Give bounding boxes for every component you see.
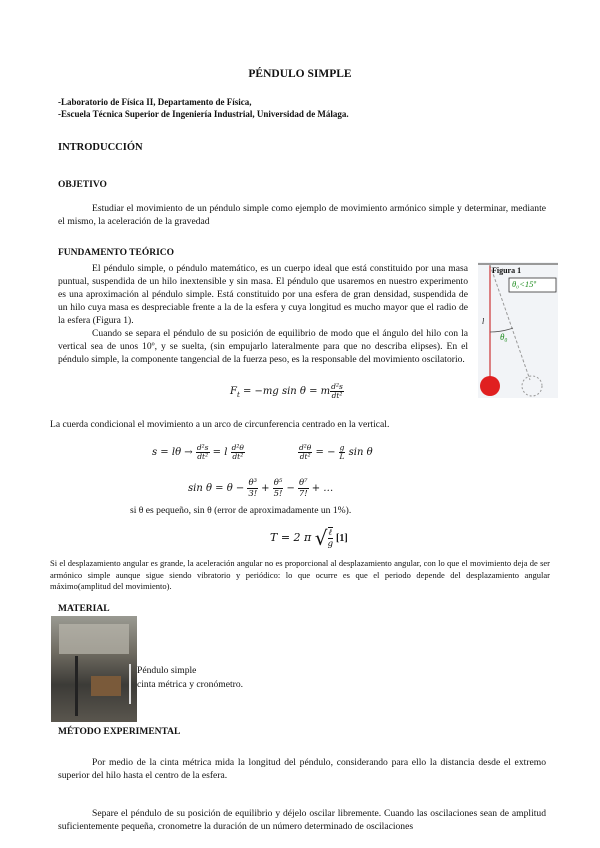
metodo-paragraph-1: Por medio de la cinta métrica mida la longitud del péndulo, considerando para ello la distancia desde el extremo superior del hilo hasta el centro de la esfera. [58, 757, 546, 781]
equation-arc-relation: s = lθ → $\frac{\text{d²s}}{\text{dt²}}$ = l $\frac{\text{d²θ}}{\text{dt²}}$ [152, 443, 244, 461]
equation-taylor-series: sin θ = θ − $\frac{\text{θ³}}{3!}$ + $\frac{\text{θ⁵}}{5!}$ − $\frac{\text{θ⁷}}{7!}$ + … [188, 478, 334, 499]
metodo-paragraph-2: Separe el péndulo de su posición de equilibrio y déjelo oscilar libremente. Cuando las oscilaciones sean de amplitud suficientemente pequeña, cronometre la duración de un número determinado de oscilaciones [58, 808, 546, 832]
affiliation-line-2: -Escuela Técnica Superior de Ingeniería Industrial, Universidad de Málaga. [58, 109, 349, 119]
equation-angular: $\frac{\text{d²θ}}{\text{dt²}}$ = − $\frac{g}{L}$ sin θ [299, 443, 373, 461]
fundamento-paragraph-4: Si el desplazamiento angular es grande, la aceleración angular no es proporcional al desplazamiento angular, con lo que el movimiento deja de ser armónico simple aunque sigue siendo vibratorio y periódico: lo que ocurre es que el periodo depende del desplazamiento angular máximo(amplitud del movimiento). [50, 558, 550, 591]
heading-material: MATERIAL [58, 604, 110, 614]
equation-tangential-force: $F_t = -mg$ sin θ = m $\frac{\text{d²s}}{\text{dt²}}$ [230, 382, 343, 400]
pendulum-ball [480, 376, 500, 396]
objetivo-text: Estudiar el movimiento de un péndulo simple como ejemplo de movimiento armónico simple y determinar, mediante el mismo, la aceleración de la gravedad [58, 203, 546, 227]
material-item-1: Péndulo simple [137, 665, 197, 676]
heading-introduccion: INTRODUCCIÓN [58, 142, 143, 153]
heading-objetivo: OBJETIVO [58, 180, 107, 190]
fundamento-paragraph-2: Cuando se separa el péndulo de su posición de equilibrio de modo que el ángulo del hilo con la vertical sea de unos 10º, y se suelta, (sin empujarlo lateralmente para que no describa elipses). En el péndulo simple, la componente tangencial de la fuerza peso, es la responsable del movimiento oscilatorio. [58, 328, 468, 365]
figure-caption: Figura 1 [492, 266, 522, 275]
lab-photo [51, 616, 137, 722]
length-label: l [482, 317, 485, 326]
theta-label: θ₀ [500, 332, 508, 342]
page-title: PÉNDULO SIMPLE [248, 68, 352, 80]
small-angle-note: si θ es pequeño, sin θ (error de aproximadamente un 1%). [130, 505, 352, 516]
affiliation-line-1: -Laboratorio de Física II, Departamento de Física, [58, 97, 252, 107]
fundamento-paragraph-1: El péndulo simple, o péndulo matemático, es un cuerpo ideal que está constituido por una masa puntual, suspendida de un hilo inextensible y sin masa. El péndulo que usaremos en nuestro experimento es una aproximación al péndulo simple. Está constituido por una esfera de gran densidad, suspendida de un hilo cuya masa es despreciable frente a la de la esfera y cuya longitud es mucho mayor que el radio de la esfera (Figura 1). [58, 263, 468, 326]
angle-limit-label: θ₀<15º [512, 279, 537, 289]
equation-period: T = 2 π √ $\frac{\text{ℓ}}{g}$ [270, 526, 334, 550]
pendulum-figure [478, 262, 558, 398]
equation-reference: [1] [336, 533, 348, 544]
material-item-2: cinta métrica y cronómetro. [137, 679, 244, 690]
fundamento-paragraph-3: La cuerda condicional el movimiento a un arco de circunferencia centrado en la vertical. [50, 419, 390, 430]
heading-fundamento: FUNDAMENTO TEÓRICO [58, 248, 175, 258]
heading-metodo: MÉTODO EXPERIMENTAL [58, 727, 181, 737]
